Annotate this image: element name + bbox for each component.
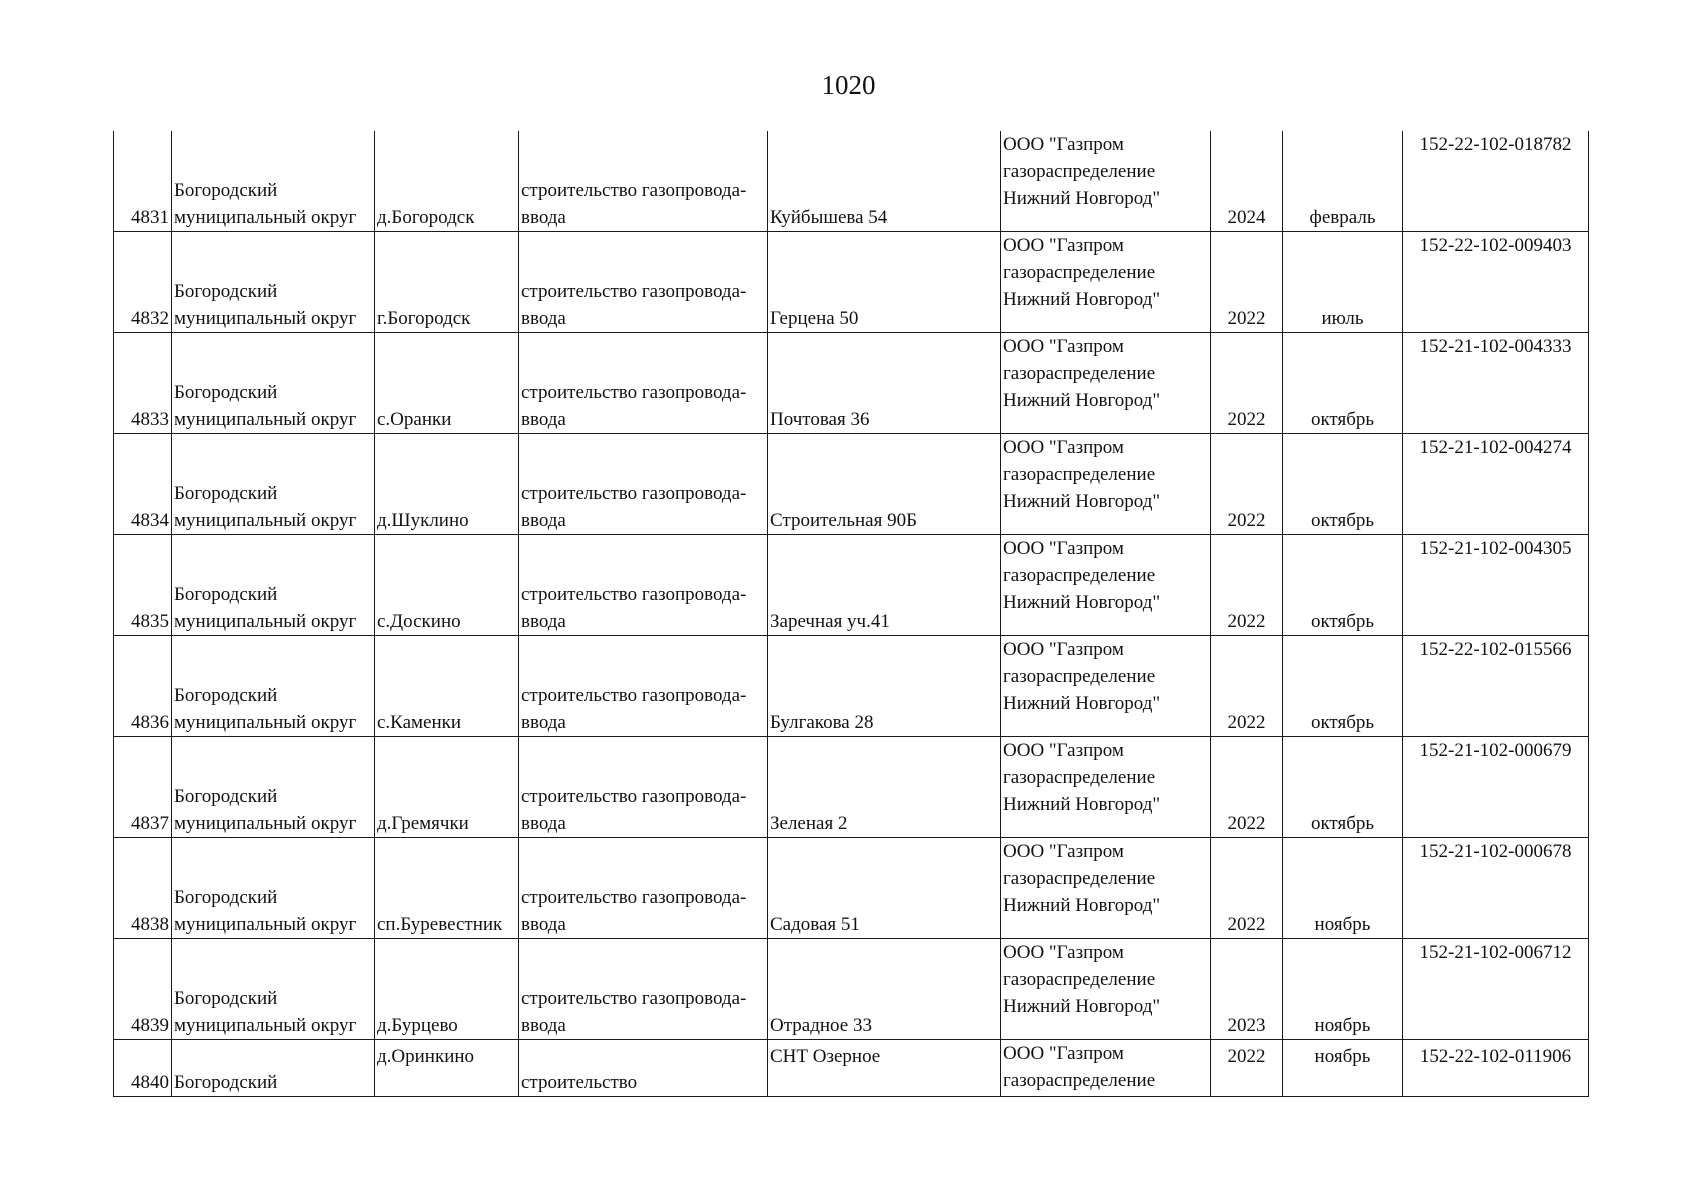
district-line: Богородский	[174, 786, 278, 807]
organization-line: ООО "Газпром	[1003, 134, 1124, 155]
organization-line: ООО "Газпром	[1003, 437, 1124, 458]
organization-line: ООО "Газпром	[1003, 841, 1124, 862]
district-cell	[172, 131, 375, 232]
page-number: 1020	[821, 70, 876, 100]
district-line: Богородский	[174, 1072, 278, 1093]
table-row	[114, 131, 1589, 232]
table-row	[114, 939, 1589, 1040]
row-number-cell: 4834	[114, 434, 172, 535]
work-type-line: строительство газопровода-	[521, 382, 747, 403]
locality-cell: д.Оринкино	[375, 1040, 519, 1097]
organization-line: газораспределение	[1003, 565, 1156, 586]
month-cell: июль	[1283, 232, 1403, 333]
locality-cell: д.Шуклино	[375, 434, 519, 535]
district-line: муниципальный округ	[174, 308, 357, 329]
organization-line: газораспределение	[1003, 1070, 1156, 1091]
year-cell: 2022	[1211, 737, 1283, 838]
district-line: Богородский	[174, 382, 278, 403]
district-line: Богородский	[174, 180, 278, 201]
work-type-line: ввода	[521, 308, 566, 329]
district-line: муниципальный округ	[174, 207, 357, 228]
district-cell	[172, 333, 375, 434]
work-type-line: ввода	[521, 712, 566, 733]
work-type-line: строительство газопровода-	[521, 786, 747, 807]
district-line: муниципальный округ	[174, 409, 357, 430]
month-cell: ноябрь	[1283, 838, 1403, 939]
organization-cell	[1001, 838, 1211, 939]
district-line: Богородский	[174, 281, 278, 302]
organization-line: газораспределение	[1003, 666, 1156, 687]
district-cell	[172, 939, 375, 1040]
row-number-cell: 4839	[114, 939, 172, 1040]
district-line: муниципальный округ	[174, 611, 357, 632]
month-cell: октябрь	[1283, 434, 1403, 535]
address-cell: Заречная уч.41	[768, 535, 1001, 636]
district-cell	[172, 232, 375, 333]
organization-line: Нижний Новгород"	[1003, 289, 1161, 310]
month-cell: ноябрь	[1283, 939, 1403, 1040]
row-number-cell: 4840	[114, 1040, 172, 1097]
work-type-cell	[519, 939, 768, 1040]
locality-cell: г.Богородск	[375, 232, 519, 333]
work-type-line: строительство газопровода-	[521, 685, 747, 706]
organization-line: газораспределение	[1003, 969, 1156, 990]
year-cell: 2023	[1211, 939, 1283, 1040]
district-line: муниципальный округ	[174, 510, 357, 531]
address-cell: Почтовая 36	[768, 333, 1001, 434]
month-cell: октябрь	[1283, 535, 1403, 636]
organization-line: Нижний Новгород"	[1003, 390, 1161, 411]
table-row	[114, 434, 1589, 535]
work-type-cell	[519, 131, 768, 232]
year-cell: 2022	[1211, 1040, 1283, 1097]
work-type-line: строительство газопровода-	[521, 483, 747, 504]
work-type-cell	[519, 232, 768, 333]
row-number-cell: 4832	[114, 232, 172, 333]
year-cell: 2022	[1211, 333, 1283, 434]
locality-cell: д.Бурцево	[375, 939, 519, 1040]
table-row	[114, 737, 1589, 838]
work-type-line: ввода	[521, 510, 566, 531]
registry-code-cell: 152-21-102-004333	[1403, 333, 1589, 434]
organization-cell	[1001, 1040, 1211, 1097]
work-type-cell	[519, 838, 768, 939]
row-number-cell: 4837	[114, 737, 172, 838]
district-cell	[172, 434, 375, 535]
organization-line: газораспределение	[1003, 464, 1156, 485]
organization-line: ООО "Газпром	[1003, 740, 1124, 761]
work-type-line: строительство газопровода-	[521, 281, 747, 302]
district-line: Богородский	[174, 685, 278, 706]
registry-code-cell: 152-21-102-004305	[1403, 535, 1589, 636]
year-cell: 2022	[1211, 838, 1283, 939]
work-type-line: ввода	[521, 1015, 566, 1036]
district-line: Богородский	[174, 584, 278, 605]
work-type-cell	[519, 434, 768, 535]
organization-line: ООО "Газпром	[1003, 235, 1124, 256]
registry-code-cell: 152-22-102-011906	[1403, 1040, 1589, 1097]
organization-line: ООО "Газпром	[1003, 942, 1124, 963]
organization-line: Нижний Новгород"	[1003, 794, 1161, 815]
address-cell: Куйбышева 54	[768, 131, 1001, 232]
district-cell	[172, 737, 375, 838]
organization-line: газораспределение	[1003, 767, 1156, 788]
month-cell: октябрь	[1283, 333, 1403, 434]
locality-cell: с.Оранки	[375, 333, 519, 434]
organization-line: Нижний Новгород"	[1003, 693, 1161, 714]
work-type-line: строительство газопровода-	[521, 887, 747, 908]
work-type-cell	[519, 535, 768, 636]
locality-cell: с.Каменки	[375, 636, 519, 737]
year-cell: 2022	[1211, 535, 1283, 636]
district-line: Богородский	[174, 887, 278, 908]
address-cell: Строительная 90Б	[768, 434, 1001, 535]
district-cell	[172, 535, 375, 636]
table-row	[114, 838, 1589, 939]
organization-cell	[1001, 939, 1211, 1040]
registry-code-cell: 152-21-102-006712	[1403, 939, 1589, 1040]
month-cell: февраль	[1283, 131, 1403, 232]
organization-line: Нижний Новгород"	[1003, 491, 1161, 512]
district-cell	[172, 1040, 375, 1097]
row-number-cell: 4835	[114, 535, 172, 636]
registry-code-cell: 152-21-102-004274	[1403, 434, 1589, 535]
year-cell: 2022	[1211, 232, 1283, 333]
address-cell: Герцена 50	[768, 232, 1001, 333]
locality-cell: сп.Буревестник	[375, 838, 519, 939]
district-line: муниципальный округ	[174, 1015, 357, 1036]
district-line: Богородский	[174, 988, 278, 1009]
registry-code-cell: 152-21-102-000679	[1403, 737, 1589, 838]
locality-cell: с.Доскино	[375, 535, 519, 636]
locality-cell: д.Гремячки	[375, 737, 519, 838]
address-cell: Булгакова 28	[768, 636, 1001, 737]
month-cell: октябрь	[1283, 737, 1403, 838]
district-line: муниципальный округ	[174, 813, 357, 834]
work-type-cell	[519, 333, 768, 434]
table-body	[114, 131, 1589, 1097]
row-number-cell: 4838	[114, 838, 172, 939]
organization-line: газораспределение	[1003, 262, 1156, 283]
year-cell: 2022	[1211, 636, 1283, 737]
organization-line: Нижний Новгород"	[1003, 188, 1161, 209]
work-type-cell	[519, 737, 768, 838]
organization-line: Нижний Новгород"	[1003, 996, 1161, 1017]
row-number-cell: 4833	[114, 333, 172, 434]
address-cell: Отрадное 33	[768, 939, 1001, 1040]
organization-cell	[1001, 636, 1211, 737]
work-type-line: ввода	[521, 409, 566, 430]
address-cell: Садовая 51	[768, 838, 1001, 939]
work-type-line: строительство газопровода-	[521, 180, 747, 201]
work-type-line: ввода	[521, 813, 566, 834]
district-line: Богородский	[174, 483, 278, 504]
organization-line: Нижний Новгород"	[1003, 895, 1161, 916]
organization-line: газораспределение	[1003, 363, 1156, 384]
work-type-line: ввода	[521, 611, 566, 632]
work-type-line: строительство газопровода-	[521, 988, 747, 1009]
locality-cell: д.Богородск	[375, 131, 519, 232]
address-cell: Зеленая 2	[768, 737, 1001, 838]
work-type-line: строительство	[521, 1072, 638, 1093]
registry-code-cell: 152-22-102-015566	[1403, 636, 1589, 737]
address-cell: СНТ Озерное	[768, 1040, 1001, 1097]
organization-cell	[1001, 333, 1211, 434]
organization-line: газораспределение	[1003, 868, 1156, 889]
organization-line: ООО "Газпром	[1003, 639, 1124, 660]
work-type-line: строительство газопровода-	[521, 584, 747, 605]
row-number-cell: 4836	[114, 636, 172, 737]
organization-cell	[1001, 232, 1211, 333]
work-type-line: ввода	[521, 914, 566, 935]
table-row	[114, 232, 1589, 333]
organization-line: ООО "Газпром	[1003, 336, 1124, 357]
organization-cell	[1001, 434, 1211, 535]
registry-code-cell: 152-22-102-009403	[1403, 232, 1589, 333]
organization-line: Нижний Новгород"	[1003, 592, 1161, 613]
year-cell: 2024	[1211, 131, 1283, 232]
registry-code-cell: 152-22-102-018782	[1403, 131, 1589, 232]
row-number-cell: 4831	[114, 131, 172, 232]
organization-cell	[1001, 737, 1211, 838]
table-row	[114, 535, 1589, 636]
district-line: муниципальный округ	[174, 712, 357, 733]
district-cell	[172, 636, 375, 737]
district-line: муниципальный округ	[174, 914, 357, 935]
work-type-cell	[519, 636, 768, 737]
organization-line: ООО "Газпром	[1003, 538, 1124, 559]
month-cell: октябрь	[1283, 636, 1403, 737]
work-type-cell	[519, 1040, 768, 1097]
organization-line: ООО "Газпром	[1003, 1043, 1124, 1064]
organization-line: газораспределение	[1003, 161, 1156, 182]
registry-code-cell: 152-21-102-000678	[1403, 838, 1589, 939]
table-row	[114, 333, 1589, 434]
work-type-line: ввода	[521, 207, 566, 228]
organization-cell	[1001, 131, 1211, 232]
table-row	[114, 636, 1589, 737]
table-row	[114, 1040, 1589, 1097]
month-cell: ноябрь	[1283, 1040, 1403, 1097]
gasification-table	[113, 131, 1589, 1097]
district-cell	[172, 838, 375, 939]
organization-cell	[1001, 535, 1211, 636]
year-cell: 2022	[1211, 434, 1283, 535]
